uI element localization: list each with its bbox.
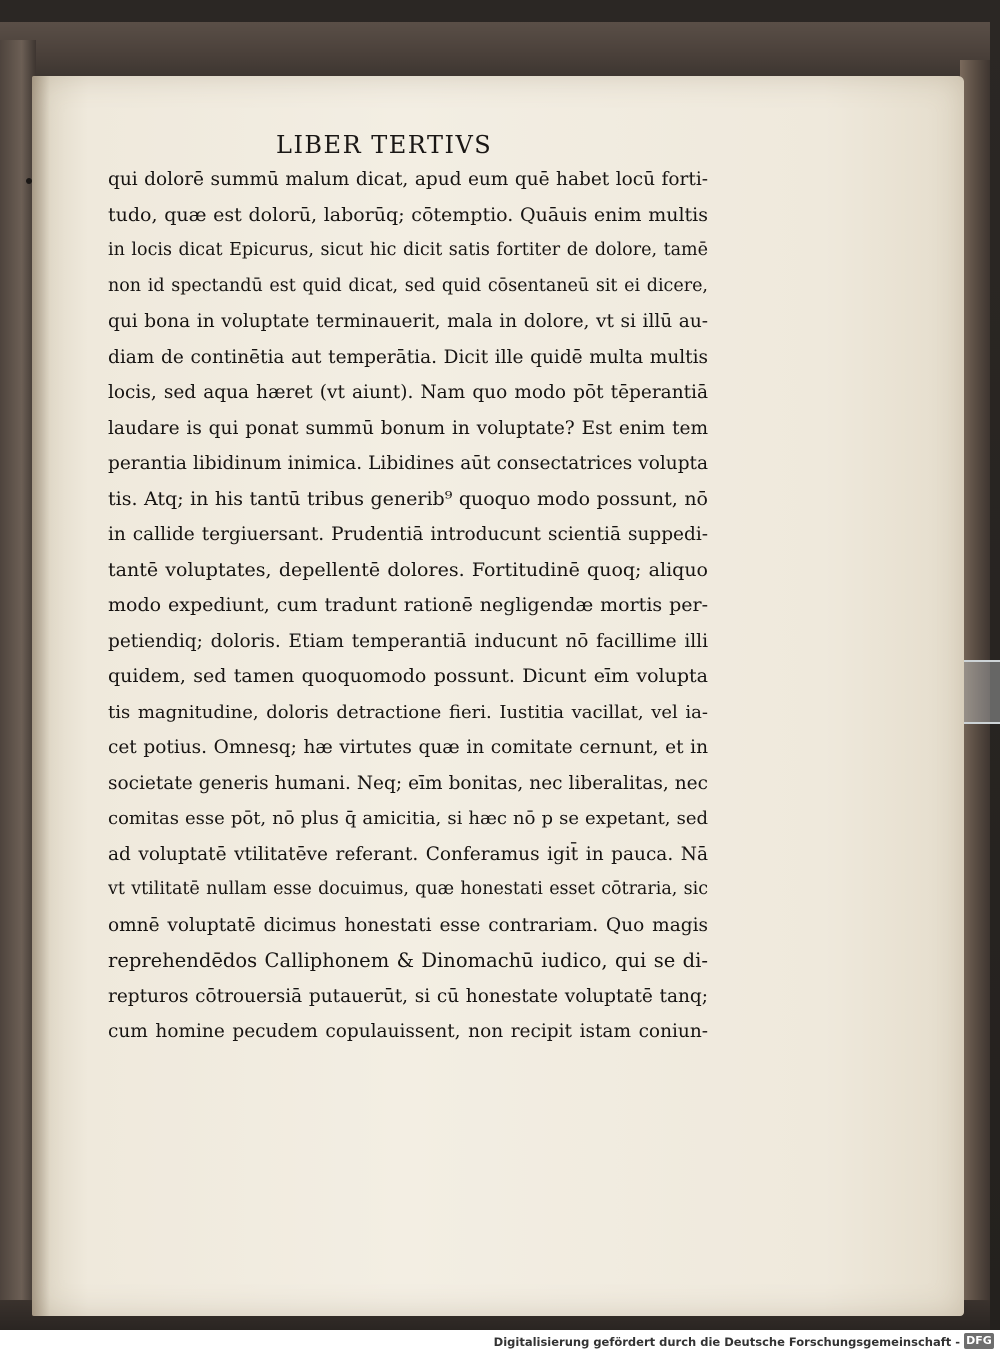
text-line: reprehendēdos Calliphonem & Dinomachū iudico, qui se di- — [108, 949, 708, 972]
text-line: qui dolorē summū malum dicat, apud eum quē habet locū forti- — [108, 169, 708, 190]
text-line: comitas esse pōt, nō plus q̄ amicitia, si hæc nō p se expetant, sed — [108, 808, 708, 829]
text-line: laudare is qui ponat summū bonum in voluptate? Est enim tem — [108, 417, 708, 439]
margin-mark — [26, 178, 32, 184]
page-text-block — [108, 162, 708, 1050]
funding-credit: Digitalisierung gefördert durch die Deutsche Forschungsgemeinschaft - — [493, 1335, 960, 1349]
text-line: vt vtilitatē nullam esse docuimus, quæ honestati esset cōtraria, sic — [108, 879, 708, 899]
text-line: in locis dicat Epicurus, sicut hic dicit satis fortiter de dolore, tamē — [108, 240, 708, 260]
footer-bar — [0, 1330, 1000, 1353]
binding-spine-edge — [0, 40, 36, 1310]
text-line: modo expediunt, cum tradunt rationē negligendæ mortis per- — [108, 594, 708, 616]
text-line: omnē voluptatē dicimus honestati esse contrariam. Quo magis — [108, 914, 708, 936]
running-head: LIBER TERTIVS — [276, 131, 493, 159]
text-line: tis magnitudine, doloris detractione fieri. Iustitia vacillat, vel ia- — [108, 701, 708, 723]
text-line: repturos cōtrouersiā putauerūt, si cū honestate voluptatē tanq; — [108, 985, 708, 1007]
text-line: petiendiq; doloris. Etiam temperantiā inducunt nō facillime illi — [108, 630, 708, 652]
text-line: tis. Atq; in his tantū tribus generib⁹ quoquo modo possunt, nō — [108, 487, 708, 510]
text-line: cet potius. Omnesq; hæ virtutes quæ in comitate cernunt, et in — [108, 737, 708, 758]
text-line: qui bona in voluptate terminauerit, mala in dolore, vt si illū au- — [108, 311, 708, 332]
binding-top-edge — [0, 22, 990, 82]
text-line: in callide tergiuersant. Prudentiā introducunt scientiā suppedi- — [108, 524, 708, 545]
text-line: tudo, quæ est dolorū, laborūq; cōtemptio. Quāuis enim multis — [108, 203, 708, 226]
text-line: ad voluptatē vtilitatēve referant. Conferamus igit̄ in pauca. Nā — [108, 843, 708, 865]
dfg-logo: DFG — [964, 1333, 994, 1349]
text-line: perantia libidinum inimica. Libidines aūt consectatrices volupta — [108, 453, 708, 474]
text-line: locis, sed aqua hæret (vt aiunt). Nam quo modo pōt tēperantiā — [108, 382, 708, 403]
text-line: diam de continētia aut temperātia. Dicit ille quidē multa multis — [108, 346, 708, 368]
text-line: quidem, sed tamen quoquomodo possunt. Dicunt eīm volupta — [108, 665, 708, 687]
text-line: cum homine pecudem copulauissent, non recipit istam coniun- — [108, 1021, 708, 1042]
text-line: tantē voluptates, depellentē dolores. Fortitudinē quoq; aliquo — [108, 558, 708, 581]
text-line: non id spectandū est quid dicat, sed quid cōsentaneū sit ei dicere, — [108, 275, 708, 296]
text-line: societate generis humani. Neq; eīm bonitas, nec liberalitas, nec — [108, 772, 708, 794]
